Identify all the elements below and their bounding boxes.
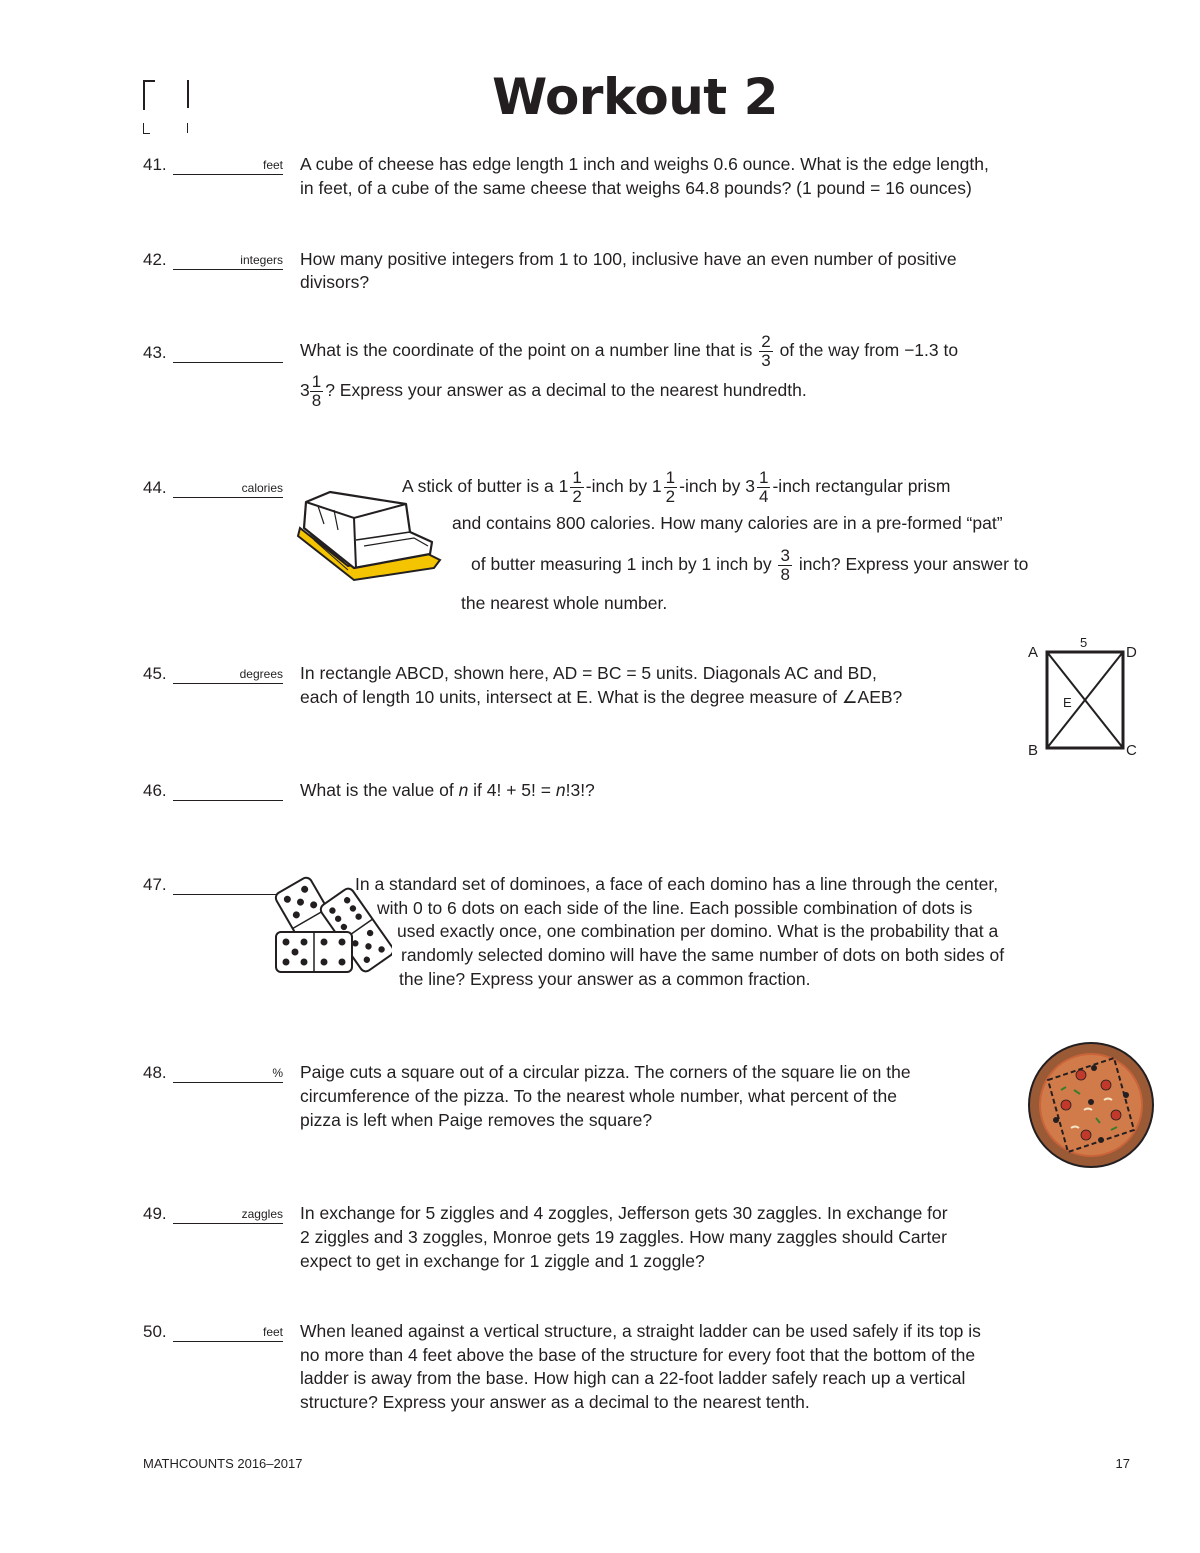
problem-text: and contains 800 calories. How many calories are in a pre-formed “pat” [452,513,1003,533]
problem-number: 49. [143,1204,167,1223]
answer-blank[interactable]: integers [173,248,283,270]
footer-source: MATHCOUNTS 2016–2017 [143,1456,303,1471]
problem-text: When leaned against a vertical structure, a straight ladder can be used safely if its top is [300,1321,981,1341]
problem-number: 44. [143,478,167,497]
problem-text: In rectangle ABCD, shown here, AD = BC = 5 units. Diagonals AC and BD, [300,663,877,683]
answer-blank[interactable]: feet [173,1320,283,1342]
answer-blank[interactable]: degrees [173,662,283,684]
problem-text: What is the value of n if 4! + 5! = n!3!? [300,780,595,800]
problem-text: the nearest whole number. [461,593,668,613]
problem-number: 48. [143,1063,167,1082]
answer-blank[interactable]: calories [173,476,283,498]
fraction: $\frac{3}{8}$ [780,545,790,584]
problem-text: with 0 to 6 dots on each side of the line. Each possible combination of dots is [377,898,973,918]
answer-blank[interactable]: zaggles [173,1202,283,1224]
problem-text: each of length 10 units, intersect at E. What is the degree measure of ∠AEB? [300,687,903,707]
problem-text: In a standard set of dominoes, a face of each domino has a line through the center, [355,874,999,894]
problem-text: What is the coordinate of the point on a number line that is $\frac{2}{3}$ of the way from −1.3 to [300,331,959,370]
label-d: D [1126,644,1137,661]
label-e: E [1063,695,1072,710]
problem-number: 47. [143,875,167,894]
problem-text: ladder is away from the base. How high can a 22-foot ladder safely reach up a vertical [300,1368,966,1388]
rectangle-abcd-diagram [1020,632,1150,762]
label-b: B [1028,742,1039,759]
problem-text: Paige cuts a square out of a circular pizza. The corners of the square lie on the [300,1062,911,1082]
problem-text: 2 ziggles and 3 zoggles, Monroe gets 19 zaggles. How many zaggles should Carter [300,1227,947,1247]
problem-text: in feet, of a cube of the same cheese that weighs 64.8 pounds? (1 pound = 16 ounces) [300,178,972,198]
problem-text: used exactly once, one combination per domino. What is the probability that a [397,921,999,941]
answer-blank[interactable] [173,873,283,895]
label-c: C [1126,742,1137,759]
problem-number: 45. [143,664,167,683]
problem-text: expect to get in exchange for 1 ziggle and 1 zoggle? [300,1251,705,1271]
answer-blank[interactable] [173,779,283,801]
fraction: $\frac{1}{8}$ [311,371,322,410]
answer-blank[interactable]: feet [173,153,283,175]
problem-number: 43. [143,343,167,362]
label-side: 5 [1080,635,1088,650]
fraction: $\frac{2}{3}$ [761,331,771,370]
answer-blank[interactable] [173,341,283,363]
problem-text: 3 $\frac{1}{8}$ ? Express your answer as a decimal to the nearest hundredth. [300,371,807,410]
problem-text: circumference of the pizza. To the nearest whole number, what percent of the [300,1086,897,1106]
fraction: $\frac{1}{2}$ [665,467,676,506]
problem-text: A cube of cheese has edge length 1 inch and weighs 0.6 ounce. What is the edge length, [300,154,989,174]
problem-text: pizza is left when Paige removes the square? [300,1110,653,1130]
problem-text: How many positive integers from 1 to 100, inclusive have an even number of positive [300,249,957,269]
problem-text: In exchange for 5 ziggles and 4 zoggles, Jefferson gets 30 zaggles. In exchange for [300,1203,948,1223]
problem-text: the line? Express your answer as a common fraction. [399,969,811,989]
fraction: $\frac{1}{2}$ [572,467,582,506]
problem-text: divisors? [300,272,370,292]
pizza-illustration [1026,1040,1156,1170]
fraction: $\frac{1}{4}$ [759,467,769,506]
problem-number: 50. [143,1322,167,1341]
problem-text: A stick of butter is a 1 $\frac{1}{2}$ -inch by 1 $\frac{1}{2}$ -inch by 3 $\frac{1}{4}$ -inch rectangular prism [402,467,951,506]
label-a: A [1028,644,1039,661]
problem-number: 46. [143,781,167,800]
problem-number: 41. [143,155,167,174]
problem-text: structure? Express your answer as a decimal to the nearest tenth. [300,1392,810,1412]
domino-front [276,932,352,972]
problem-text: no more than 4 feet above the base of the structure for every foot that the bottom of the [300,1345,976,1365]
problem-text: randomly selected domino will have the same number of dots on both sides of [401,945,1005,965]
problem-number: 42. [143,250,167,269]
page-title: Workout 2 [492,68,778,126]
page-number: 17 [1115,1456,1130,1471]
problem-text: of butter measuring 1 inch by 1 inch by $\frac{3}{8}$ inch? Express your answer to [471,545,1029,584]
answer-blank[interactable]: % [173,1061,283,1083]
